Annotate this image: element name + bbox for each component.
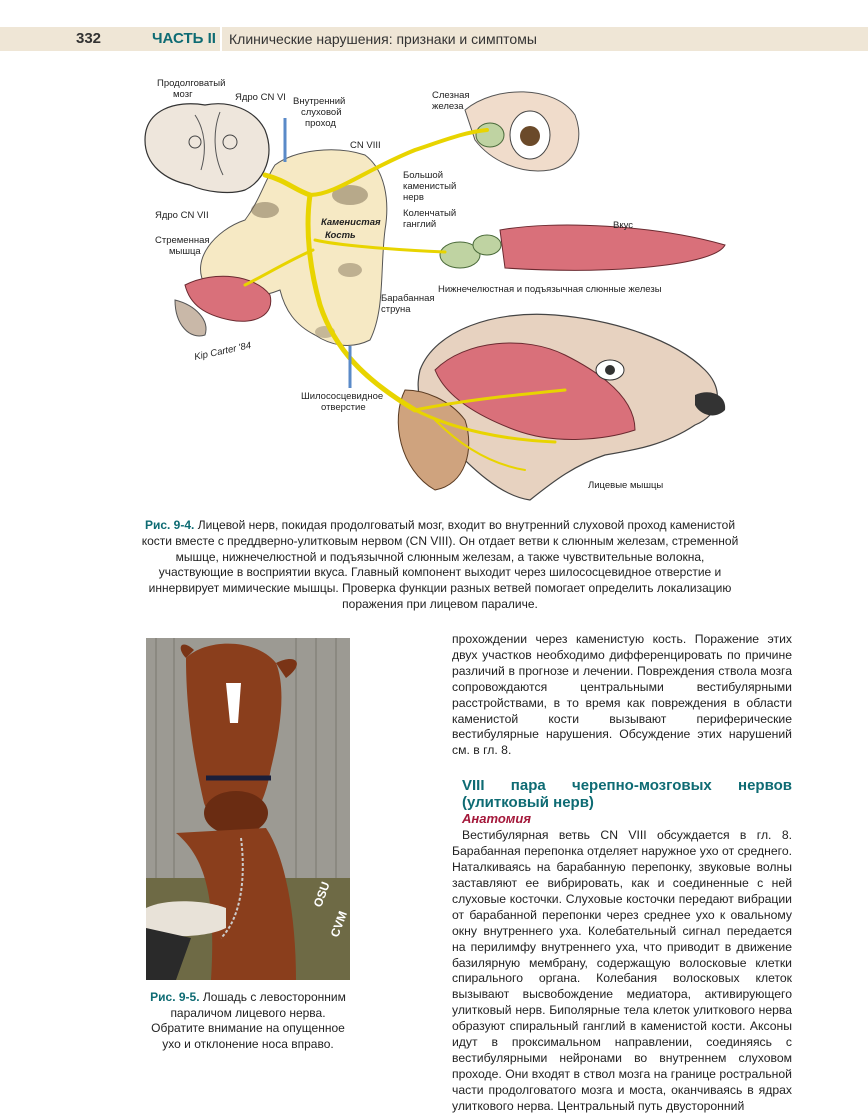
label-petrous-1: Каменистая — [321, 217, 381, 228]
label-lacrimal-1: Слезная — [432, 90, 470, 101]
horse-photo — [146, 638, 350, 980]
watermark-cvm: CVM — [327, 909, 350, 940]
label-taste: Вкус — [613, 220, 633, 231]
label-cn7: Ядро CN VII — [155, 210, 209, 221]
page-header — [0, 27, 868, 51]
label-facial-muscles: Лицевые мышцы — [588, 480, 664, 491]
label-cn8: CN VIII — [350, 140, 381, 151]
brainstem-drawing — [145, 104, 269, 193]
figure-9-5-text: Лошадь с левосторонним параличом лицевого нерва. Обратите внимание на опущенное ухо и отклонение носа вправо. — [151, 990, 346, 1051]
artist-signature: Kip Carter '84 — [193, 340, 253, 363]
label-stylomastoid-1: Шилососцевидное — [301, 391, 384, 402]
label-medulla-1: Продолговатый — [157, 78, 226, 89]
label-stapedius-2: мышца — [169, 246, 201, 257]
body-text-column — [452, 632, 792, 1115]
figure-9-5-caption — [146, 990, 350, 1052]
subsection-title: Анатомия — [462, 811, 532, 827]
tongue-drawing — [440, 225, 725, 270]
figure-9-4-caption — [140, 518, 740, 613]
part-label: ЧАСТЬ II — [152, 30, 216, 47]
header-divider — [220, 27, 222, 51]
label-meatus-3: проход — [305, 118, 336, 129]
page-number: 332 — [76, 30, 102, 47]
middle-ear-drawing — [175, 276, 271, 336]
paragraph-1: прохождении через каменистую кость. Поражение этих двух участков необходимо дифференцировать по причине различий в прогнозе и лечении. Повреждения ствола мозга сопровождаются центральными вестибулярными расстройствами, в то время как повреждения в области каменистой кости вызывают периферические вестибулярные нарушения. Обсуждение этих нарушений см. в гл. 8. — [452, 632, 792, 758]
label-chorda-2: струна — [381, 304, 411, 315]
chapter-title: Клинические нарушения: признаки и симптомы — [229, 31, 537, 47]
label-lacrimal-2: железа — [432, 101, 464, 112]
label-stapedius-1: Стременная — [155, 235, 210, 246]
label-meatus-2: слуховой — [301, 107, 342, 118]
label-petrosal-2: каменистый — [403, 181, 457, 192]
figure-9-4-text: Лицевой нерв, покидая продолговатый мозг, входит во внутренний слуховой проход каменистой кости вместе с преддверно-улитковым нервом (CN VIII). Он отдает ветви к слюнным железам, стременной мышце, нижнечелюстной и подъязычной слюнным железам, а также чувствительные волокна, участвующие в восприятии вкуса. Главный компонент выходит через шилососцевидное отверстие и иннервирует мимические мышцы. Проверка функции разных ветвей помогает определить локализацию поражения при лицевом параличе. — [141, 518, 739, 611]
watermark-osu: OSU — [310, 879, 333, 910]
paragraph-2: Вестибулярная ветвь CN VIII обсуждается в гл. 8. Барабанная перепонка отделяет наружное ухо от среднего. Наталкиваясь на барабанную перепонку, звуковые волны заставляют ее вибрировать, как и соединенные с ней слуховые косточки. Слуховые косточки передают вибрации от барабанной перепонки через среднее ухо к овальному окну внутреннего уха. Колебательный сигнал передается на перилимфу внутреннего уха, что приводит в движение базилярную мембрану, содержащую волосковые клетки спирального органа. Колебания волосковых клеток вызывают высвобождение медиатора, активирующего улитковый нерв. Биполярные тела клеток улиткового нерва образуют спиральный ганглий в каменистой кости. Аксоны идут в проксимальном направлении, соединяясь с вестибулярными нейронами во внутреннем слуховом проходе. Они входят в ствол мозга на границе ростральной части продолговатого мозга и моста, оканчиваясь в ядрах улиткового нерва. Центральный путь двусторонний — [452, 828, 792, 1113]
label-cn6: Ядро CN VI — [235, 92, 286, 103]
label-petrosal-1: Большой — [403, 170, 444, 181]
label-chorda-1: Барабанная — [381, 293, 435, 304]
figure-9-4-label: Рис. 9-4. — [144, 518, 195, 532]
label-geniculate-2: ганглий — [403, 219, 437, 230]
label-petrous-2: Кость — [325, 230, 356, 241]
dog-head-drawing — [398, 314, 725, 500]
label-glands: Нижнечелюстная и подъязычная слюнные железы — [438, 284, 662, 295]
label-medulla-2: мозг — [173, 89, 193, 100]
label-stylomastoid-2: отверстие — [321, 402, 366, 413]
section-title: VIII пара черепно-мозговых нервов (улитковый нерв) — [462, 777, 792, 812]
figure-9-5-label: Рис. 9-5. — [150, 990, 200, 1004]
label-geniculate-1: Коленчатый — [403, 208, 457, 219]
label-petrosal-3: нерв — [403, 192, 424, 203]
label-meatus-1: Внутренний — [293, 96, 346, 107]
facial-nerve-illustration — [135, 70, 735, 510]
